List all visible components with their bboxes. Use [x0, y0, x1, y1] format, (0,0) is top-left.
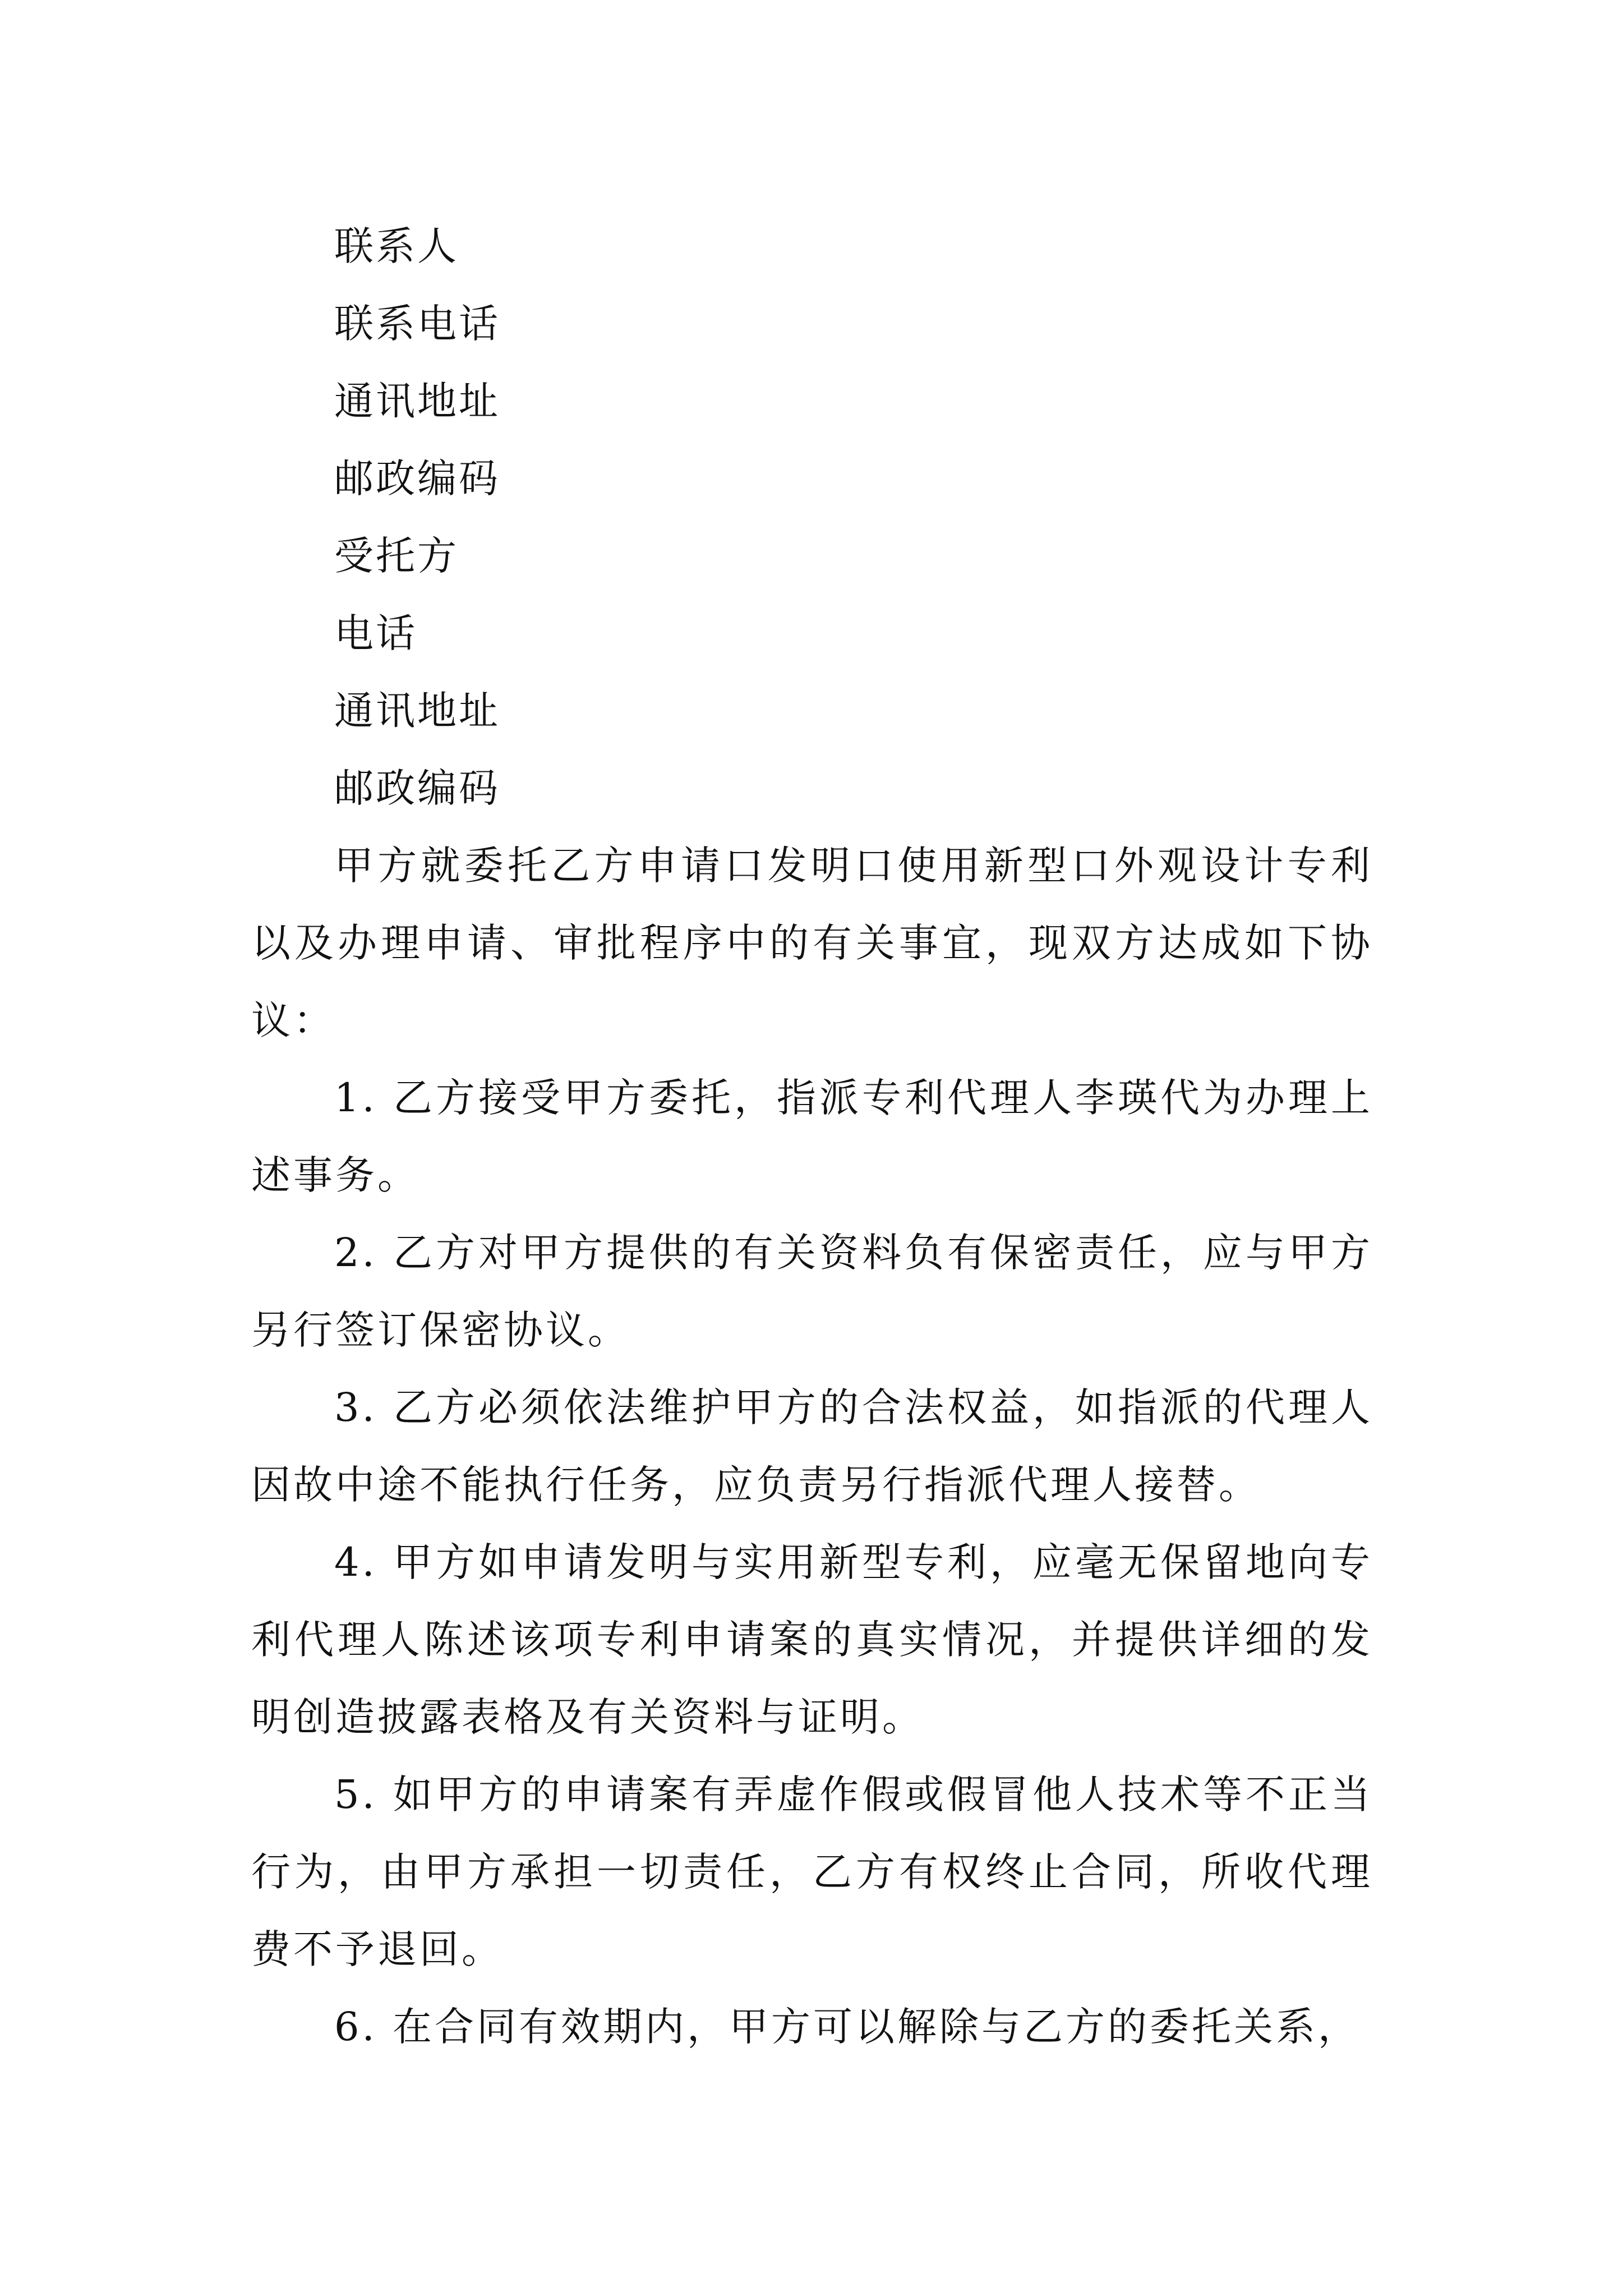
field-trustee-phone: 电话: [334, 610, 417, 656]
field-trustee: 受托方: [334, 533, 459, 579]
field-mailing-address: 通讯地址: [334, 378, 500, 424]
clause-3: 3. 乙方必须依法维护甲方的合法权益，如指派的代理人因故中途不能执行任务，应负责另行指派代理人接替。: [251, 1384, 1373, 1508]
clause-6: 6. 在合同有效期内，甲方可以解除与乙方的委托关系，: [334, 2004, 1361, 2050]
intro-paragraph: 甲方就委托乙方申请口发明口使用新型口外观设计专利以及办理申请、审批程序中的有关事宜，现双方达成如下协议：: [251, 843, 1373, 1043]
field-contact-person: 联系人: [334, 223, 459, 269]
clause-5: 5. 如甲方的申请案有弄虚作假或假冒他人技术等不正当行为，由甲方承担一切责任，乙方有权终止合同，所收代理费不予退回。: [251, 1772, 1373, 1972]
document-body: [251, 208, 1373, 2065]
field-contact-phone: 联系电话: [334, 301, 500, 347]
clause-1: 1. 乙方接受甲方委托，指派专利代理人李瑛代为办理上述事务。: [251, 1075, 1373, 1198]
clause-4: 4. 甲方如申请发明与实用新型专利，应毫无保留地向专利代理人陈述该项专利申请案的真实情况，并提供详细的发明创造披露表格及有关资料与证明。: [251, 1539, 1373, 1740]
clause-2: 2. 乙方对甲方提供的有关资料负有保密责任，应与甲方另行签订保密协议。: [251, 1230, 1373, 1353]
field-postal-code: 邮政编码: [334, 455, 500, 501]
field-trustee-postal-code: 邮政编码: [334, 765, 500, 811]
field-trustee-mailing-address: 通讯地址: [334, 688, 500, 734]
